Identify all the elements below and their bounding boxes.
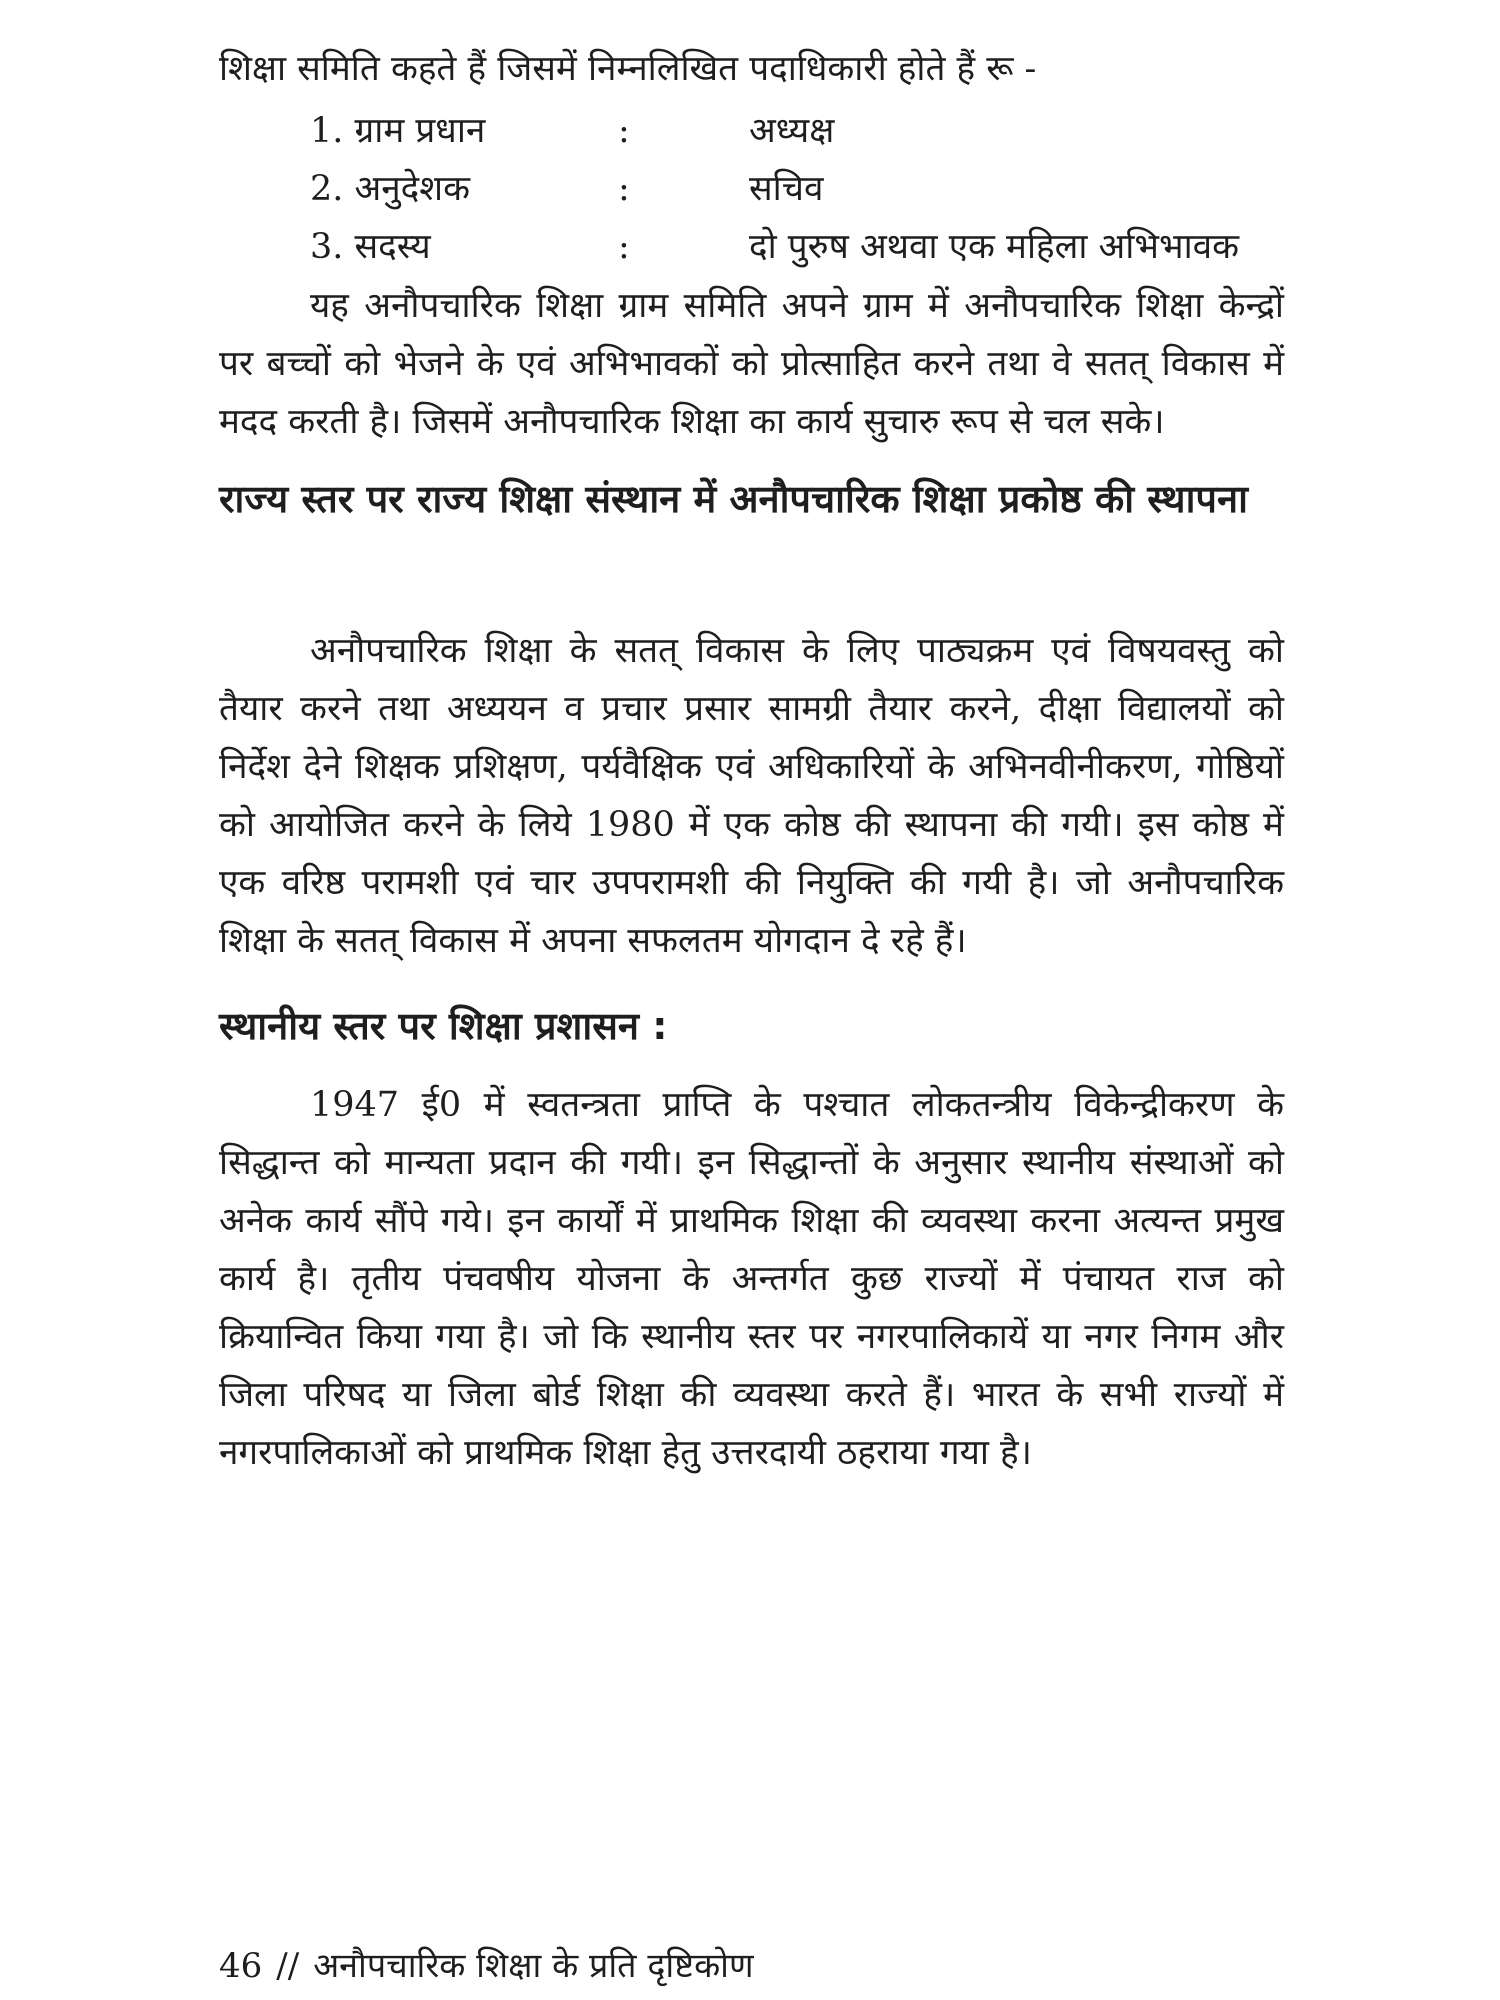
role-row bbox=[310, 218, 1310, 276]
section-heading-local-level: स्थानीय स्तर पर शिक्षा प्रशासन : bbox=[219, 1004, 668, 1048]
paragraph-local-administration: 1947 ई0 में स्वतन्त्रता प्राप्ति के पश्चात लोकतन्त्रीय विकेन्द्रीकरण के सिद्धान्त को मान्यता प्रदान की गयी। इन सिद्धान्तों के अनुसार स्थानीय संस्थाओं को अनेक कार्य सौंपे गये। इन कार्यों में प्राथमिक शिक्षा की व्यवस्था करना अत्यन्त प्रमुख कार्य है। तृतीय पंचवषीय योजना के अन्तर्गत कुछ राज्यों में पंचायत राज को क्रियान्वित किया गया है। जो कि स्थानीय स्तर पर नगरपालिकायें या नगर निगम और जिला परिषद या जिला बोर्ड शिक्षा की व्यवस्था करते हैं। भारत के सभी राज्यों में नगरपालिकाओं को प्राथमिक शिक्षा हेतु उत्तरदायी ठहराया गया है। bbox=[219, 1085, 1284, 1473]
paragraph-committee-role: यह अनौपचारिक शिक्षा ग्राम समिति अपने ग्राम में अनौपचारिक शिक्षा केन्द्रों पर बच्चों को भेजने के एवं अभिभावकों को प्रोत्साहित करने तथा वे सतत् विकास में मदद करती है। जिसमें अनौपचारिक शिक्षा का कार्य सुचारु रूप से चल सके। bbox=[219, 286, 1284, 442]
role-name: 3. सदस्य bbox=[310, 227, 431, 267]
role-separator: : bbox=[618, 227, 630, 267]
section-heading-state-level: राज्य स्तर पर राज्य शिक्षा संस्थान में अनौपचारिक शिक्षा प्रकोष्ठ की स्थापना bbox=[219, 477, 1248, 521]
role-row bbox=[310, 102, 1310, 160]
role-value: दो पुरुष अथवा एक महिला अभिभावक bbox=[749, 227, 1239, 267]
page-footer bbox=[219, 1946, 768, 1986]
role-name: 1. ग्राम प्रधान bbox=[310, 111, 486, 151]
role-separator: : bbox=[618, 169, 630, 209]
role-value: अध्यक्ष bbox=[749, 111, 835, 151]
book-title: अनौपचारिक शिक्षा के प्रति दृष्टिकोण bbox=[313, 1946, 754, 1986]
intro-line: शिक्षा समिति कहते हैं जिसमें निम्नलिखित पदाधिकारी होते हैं रू - bbox=[219, 49, 1037, 89]
roles-list bbox=[310, 102, 1310, 276]
paragraph-state-cell: अनौपचारिक शिक्षा के सतत् विकास के लिए पाठ्यक्रम एवं विषयवस्तु को तैयार करने तथा अध्ययन व प्रचार प्रसार सामग्री तैयार करने, दीक्षा विद्यालयों को निर्देश देने शिक्षक प्रशिक्षण, पर्यवैक्षिक एवं अधिकारियों के अभिनवीनीकरण, गोष्ठियों को आयोजित करने के लिये 1980 में एक कोष्ठ की स्थापना की गयी। इस कोष्ठ में एक वरिष्ठ परामशी एवं चार उपपरामशी की नियुक्ति की गयी है। जो अनौपचारिक शिक्षा के सतत् विकास में अपना सफलतम योगदान दे रहे हैं। bbox=[219, 631, 1284, 961]
role-value: सचिव bbox=[749, 169, 824, 209]
role-separator: : bbox=[618, 111, 630, 151]
role-name: 2. अनुदेशक bbox=[310, 169, 470, 209]
role-row bbox=[310, 160, 1310, 218]
page-number: 46 bbox=[219, 1946, 263, 1986]
footer-separator: // bbox=[276, 1946, 300, 1986]
